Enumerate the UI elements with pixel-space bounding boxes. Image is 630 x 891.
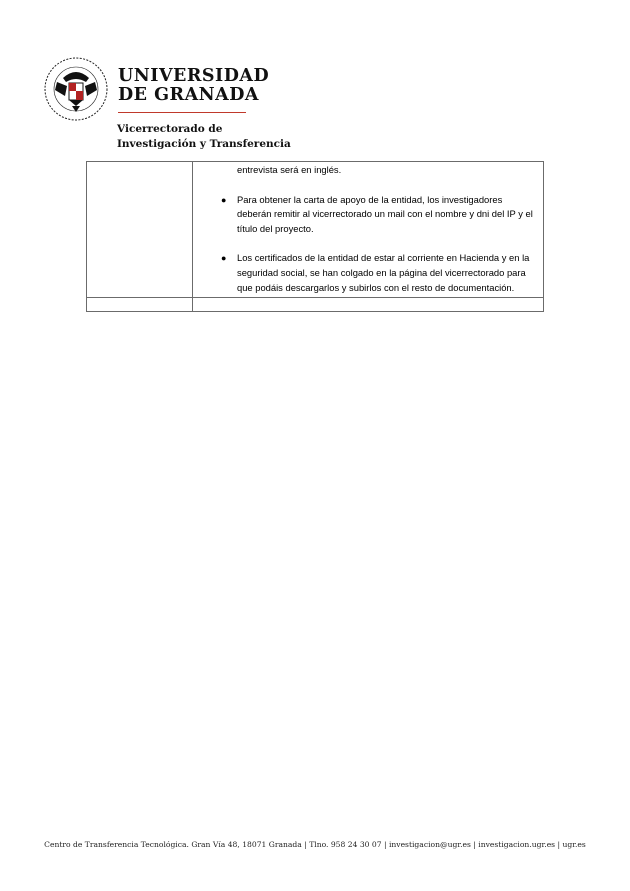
bullet-icon: ● (221, 194, 227, 205)
continuation-text: entrevista será en inglés. (237, 164, 342, 175)
table-cell-right (193, 298, 544, 312)
bullet-icon: ● (221, 253, 227, 264)
bullet-list (193, 178, 543, 296)
table-cell-left (87, 162, 193, 298)
page-footer: Centro de Transferencia Tecnológica. Gran Vía 48, 18071 Granada | Tlno. 958 24 30 07 | investigacion@ugr.es | investigacion.ugr.es | ugr.es (44, 840, 586, 849)
table-row (87, 162, 544, 298)
office-name-line1: Vicerrectorado de (117, 123, 223, 135)
list-item-text: Para obtener la carta de apoyo de la entidad, los investigadores deberán remitir al vicerrectorado un mail con el nombre y dni del IP y el título del proyecto. (237, 193, 533, 234)
office-name (117, 122, 291, 152)
list-item (193, 236, 543, 295)
university-seal-logo (43, 56, 109, 122)
header-divider (118, 112, 246, 113)
list-item (193, 178, 543, 237)
university-name-line1: UNIVERSIDAD (118, 66, 270, 86)
table-cell-right (193, 162, 544, 298)
university-name-line2: DE GRANADA (118, 85, 260, 105)
office-name-line2: Investigación y Transferencia (117, 138, 291, 150)
table-cell-left (87, 298, 193, 312)
requirements-table (86, 161, 544, 312)
list-item-text: Los certificados de la entidad de estar al corriente en Hacienda y en la seguridad social, se han colgado en la página del vicerrectorado para que podáis descargarlos y subirlos con el resto de documentación. (237, 252, 530, 293)
university-name (118, 67, 269, 105)
table-row (87, 298, 544, 312)
